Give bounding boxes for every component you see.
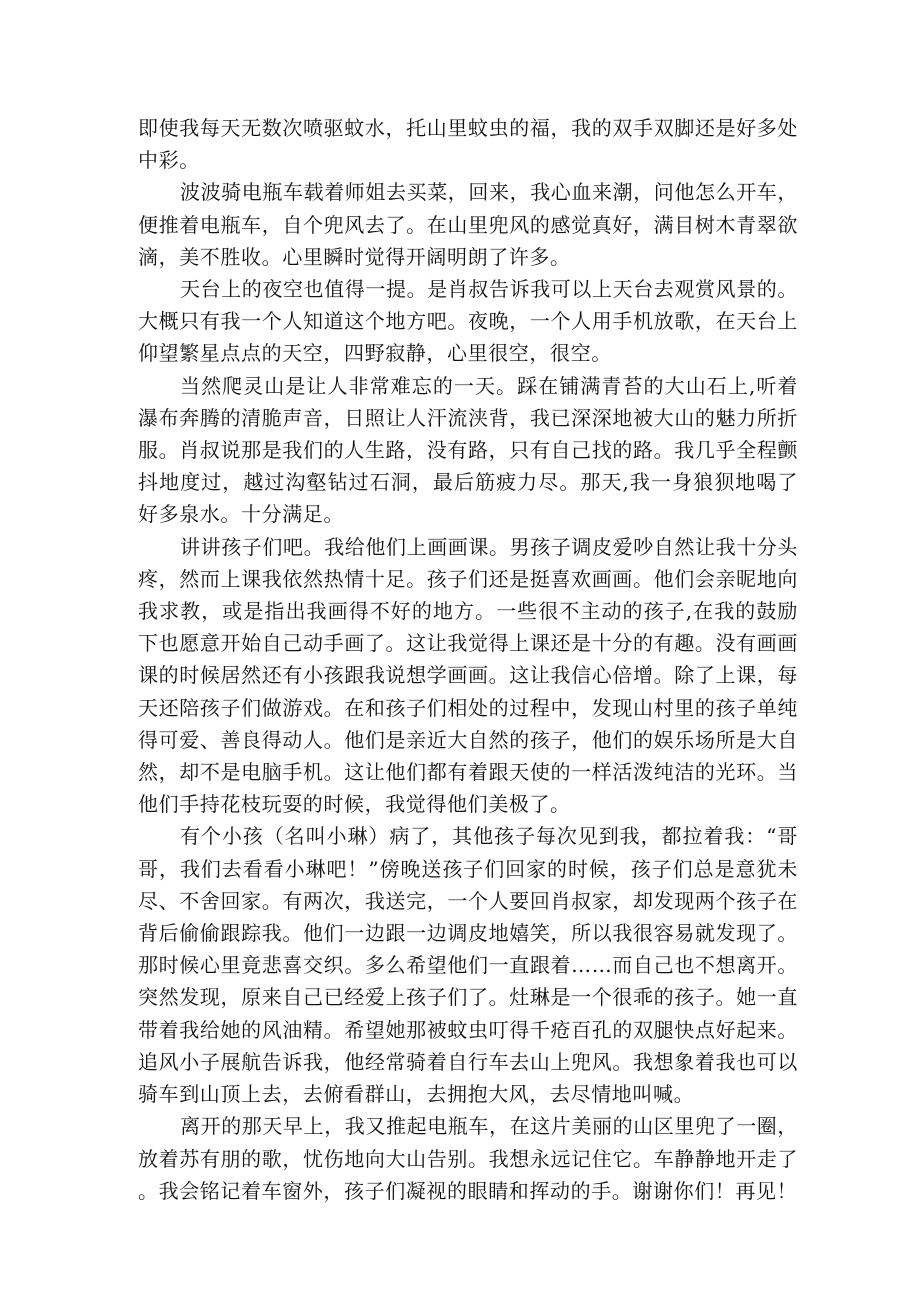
paragraph-children-class: 讲讲孩子们吧。我给他们上画画课。男孩子调皮爱吵自然让我十分头疼，然而上课我依然热情十足。孩子们还是挺喜欢画画。他们会亲昵地向我求教，或是指出我画得不好的地方。一些很不主动的孩子,在我的鼓励下也愿意开始自己动手画了。这让我觉得上课还是十分的有趣。没有画画课的时候居然还有小孩跟我说想学画画。这让我信心倍增。除了上课，每天还陪孩子们做游戏。在和孩子们相处的过程中，发现山村里的孩子单纯得可爱、善良得动人。他们是亲近大自然的孩子，他们的娱乐场所是大自然，却不是电脑手机。这让他们都有着跟天使的一样活泼纯洁的光环。当他们手持花枝玩耍的时候，我觉得他们美极了。 (138, 534, 798, 817)
document-page (138, 112, 798, 1207)
paragraph-rooftop-night: 天台上的夜空也值得一提。是肖叔告诉我可以上天台去观赏风景的。大概只有我一个人知道这个地方吧。夜晚，一个人用手机放歌，在天台上仰望繁星点点的天空，四野寂静，心里很空，很空。 (138, 277, 798, 366)
paragraph-scooter-ride: 波波骑电瓶车载着师姐去买菜，回来，我心血来潮，问他怎么开车，便推着电瓶车，自个兜风去了。在山里兜风的感觉真好，满目树木青翠欲滴，美不胜收。心里瞬时觉得开阔明朗了许多。 (138, 180, 798, 269)
paragraph-continued: 即使我每天无数次喷驱蚊水，托山里蚊虫的福，我的双手双脚还是好多处中彩。 (138, 116, 798, 173)
paragraph-farewell: 离开的那天早上，我又推起电瓶车，在这片美丽的山区里兜了一圈，放着苏有朋的歌，忧伤地向大山告别。我想永远记住它。车静静地开走了。我会铭记着车窗外，孩子们凝视的眼睛和挥动的手。谢谢你们！再见！ (138, 1114, 798, 1203)
paragraph-lingshan-climb: 当然爬灵山是让人非常难忘的一天。踩在铺满青苔的大山石上,听着瀑布奔腾的清脆声音，日照让人汗流浃背，我已深深地被大山的魅力所折服。肖叔说那是我们的人生路，没有路，只有自己找的路。我几乎全程颤抖地度过，越过沟壑钻过石洞，最后筋疲力尽。那天,我一身狼狈地喝了好多泉水。十分满足。 (138, 373, 798, 527)
paragraph-xiaolin: 有个小孩（名叫小琳）病了，其他孩子每次见到我，都拉着我：“哥哥，我们去看看小琳吧！”傍晚送孩子们回家的时候，孩子们总是意犹未尽、不舍回家。有两次，我送完，一个人要回肖叔家，却发现两个孩子在背后偷偷跟踪我。他们一边跟一边调皮地嬉笑，所以我很容易就发现了。那时候心里竟悲喜交织。多么希望他们一直跟着……而自己也不想离开。突然发现，原来自己已经爱上孩子们了。灶琳是一个很乖的孩子。她一直带着我给她的风油精。希望她那被蚊虫叮得千疮百孔的双腿快点好起来。追风小子展航告诉我，他经常骑着自行车去山上兜风。我想象着我也可以骑车到山顶上去，去俯看群山，去拥抱大风，去尽情地叫喊。 (138, 824, 798, 1107)
